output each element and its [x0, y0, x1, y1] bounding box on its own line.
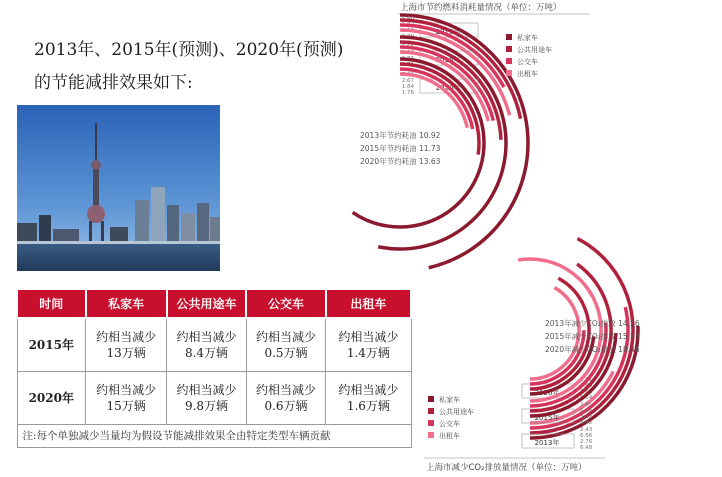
chart1-title: 上海市节约燃料消耗量情况（单位：万吨）	[400, 3, 562, 13]
chart1-value-label: 2.23	[401, 50, 414, 56]
chart1-legend-swatch	[506, 58, 512, 64]
chart2-value-label: 2.43	[580, 427, 593, 433]
chart1-value-label: 6.66	[401, 44, 414, 50]
cell-line: 约相当减少	[255, 383, 316, 397]
cell-line: 0.5万辆	[264, 346, 308, 360]
chart2-value-label: 6.56	[580, 433, 593, 439]
chart2-value-label: 6.14	[580, 408, 593, 414]
cell-line: 0.6万辆	[264, 399, 308, 413]
chart1-value-label: 1.76	[401, 90, 414, 96]
cell-line: 9.8万辆	[184, 399, 229, 413]
cell-line: 约相当减少	[96, 330, 157, 344]
chart2-value-label: 2.76	[580, 439, 593, 445]
chart2-total-label: 2020年减少CO₂排放 18.46	[545, 345, 640, 354]
chart1-value-label: 5.60	[401, 16, 414, 22]
header-taxi: 出租车	[326, 289, 411, 318]
chart1-value-label: 1.84	[401, 84, 414, 90]
chart2-legend-swatch	[428, 396, 434, 402]
intro-title-line-1: 2013年、2015年(预测)、2020年(预测)	[34, 40, 344, 60]
cell-line: 13万辆	[106, 346, 146, 360]
chart2-total-label: 2013年减少CO₂排放 14.56	[545, 319, 640, 328]
chart1-legend-swatch	[506, 70, 512, 76]
cell-line: 1.6万辆	[346, 399, 390, 413]
cell-line: 约相当减少	[255, 330, 316, 344]
chart2-legend-label: 出租车	[439, 432, 460, 440]
header-time: 时间	[17, 289, 86, 318]
chart2-legend-swatch	[428, 408, 434, 414]
header-private-car: 私家车	[86, 289, 167, 318]
cell-line: 约相当减少	[338, 383, 399, 397]
chart1-category-label: 2013年	[435, 28, 461, 36]
chart1-legend-swatch	[506, 34, 512, 40]
header-bus: 公交车	[246, 289, 325, 318]
cell-line: 约相当减少	[176, 383, 237, 397]
chart2-legend-label: 公共用途车	[439, 408, 474, 416]
chart1-value-label: 1.71	[401, 62, 414, 68]
chart1-total-label: 2015年节约耗油 11.73	[360, 144, 441, 153]
chart2-category-label: 2015年	[534, 414, 560, 422]
chart1-legend-label: 公共用途车	[517, 46, 552, 54]
chart1-value-label: 1.70	[401, 34, 414, 40]
chart2-legend-label: 私家车	[439, 396, 460, 404]
chart1-total-label: 2013年节约耗油 10.92	[360, 131, 441, 140]
chart1-arc	[353, 59, 484, 227]
chart2-value-label: 2.91	[580, 377, 593, 383]
cell-line: 约相当减少	[96, 383, 157, 397]
chart1-legend-label: 公交车	[517, 58, 538, 66]
chart1-category-label: 2015年	[435, 56, 461, 64]
chart2-category-label: 2020年	[534, 389, 560, 397]
row-time: 2015年	[17, 318, 86, 372]
cell-line: 约相当减少	[338, 330, 399, 344]
chart2-legend-swatch	[428, 432, 434, 438]
chart1-value-label: 1.82	[401, 22, 414, 28]
chart2-total-label: 2015年减少CO₂排放 15.73	[545, 332, 640, 341]
chart2-category-label: 2013年	[534, 439, 560, 447]
chart2-value-label: 6.64	[580, 383, 593, 389]
chart1-value-label: 1.10	[401, 28, 414, 34]
chart2-value-label: 3.61	[580, 389, 593, 395]
chart1-value-label: 7.62	[401, 72, 414, 78]
chart1-legend-label: 出租车	[517, 70, 538, 78]
table-note: 注:每个单独减少当量均为假设节能减排效果全由特定类型车辆贡献	[17, 425, 411, 448]
cell-line: 1.4万辆	[346, 346, 390, 360]
intro-title-line-2: 的节能减排效果如下:	[34, 73, 193, 93]
header-public-vehicle: 公共用途车	[167, 289, 246, 318]
chart2-legend-label: 公交车	[439, 420, 460, 428]
chart2-legend-swatch	[428, 420, 434, 426]
chart2-title: 上海市减少CO₂排放量情况（单位：万吨）	[426, 463, 587, 473]
chart1-value-label: 2.67	[401, 78, 414, 84]
chart1-legend-swatch	[506, 46, 512, 52]
chart2-value-label: 8.92	[580, 420, 593, 426]
cell-line: 15万辆	[106, 399, 146, 413]
chart2-value-label: 3.12	[580, 414, 593, 420]
chart1-total-label: 2020年节约耗油 13.63	[360, 157, 441, 166]
chart2-value-label: 6.48	[580, 445, 593, 451]
row-time: 2020年	[17, 372, 86, 425]
cell-line: 约相当减少	[176, 330, 237, 344]
chart2-value-label: 2.65	[580, 402, 593, 408]
chart1-value-label: 1.73	[401, 56, 414, 62]
chart2-value-label: 1.14	[580, 395, 593, 401]
chart1-category-label: 2020年	[435, 84, 461, 92]
chart1-legend-label: 私家车	[517, 34, 538, 42]
cell-line: 8.4万辆	[184, 346, 229, 360]
